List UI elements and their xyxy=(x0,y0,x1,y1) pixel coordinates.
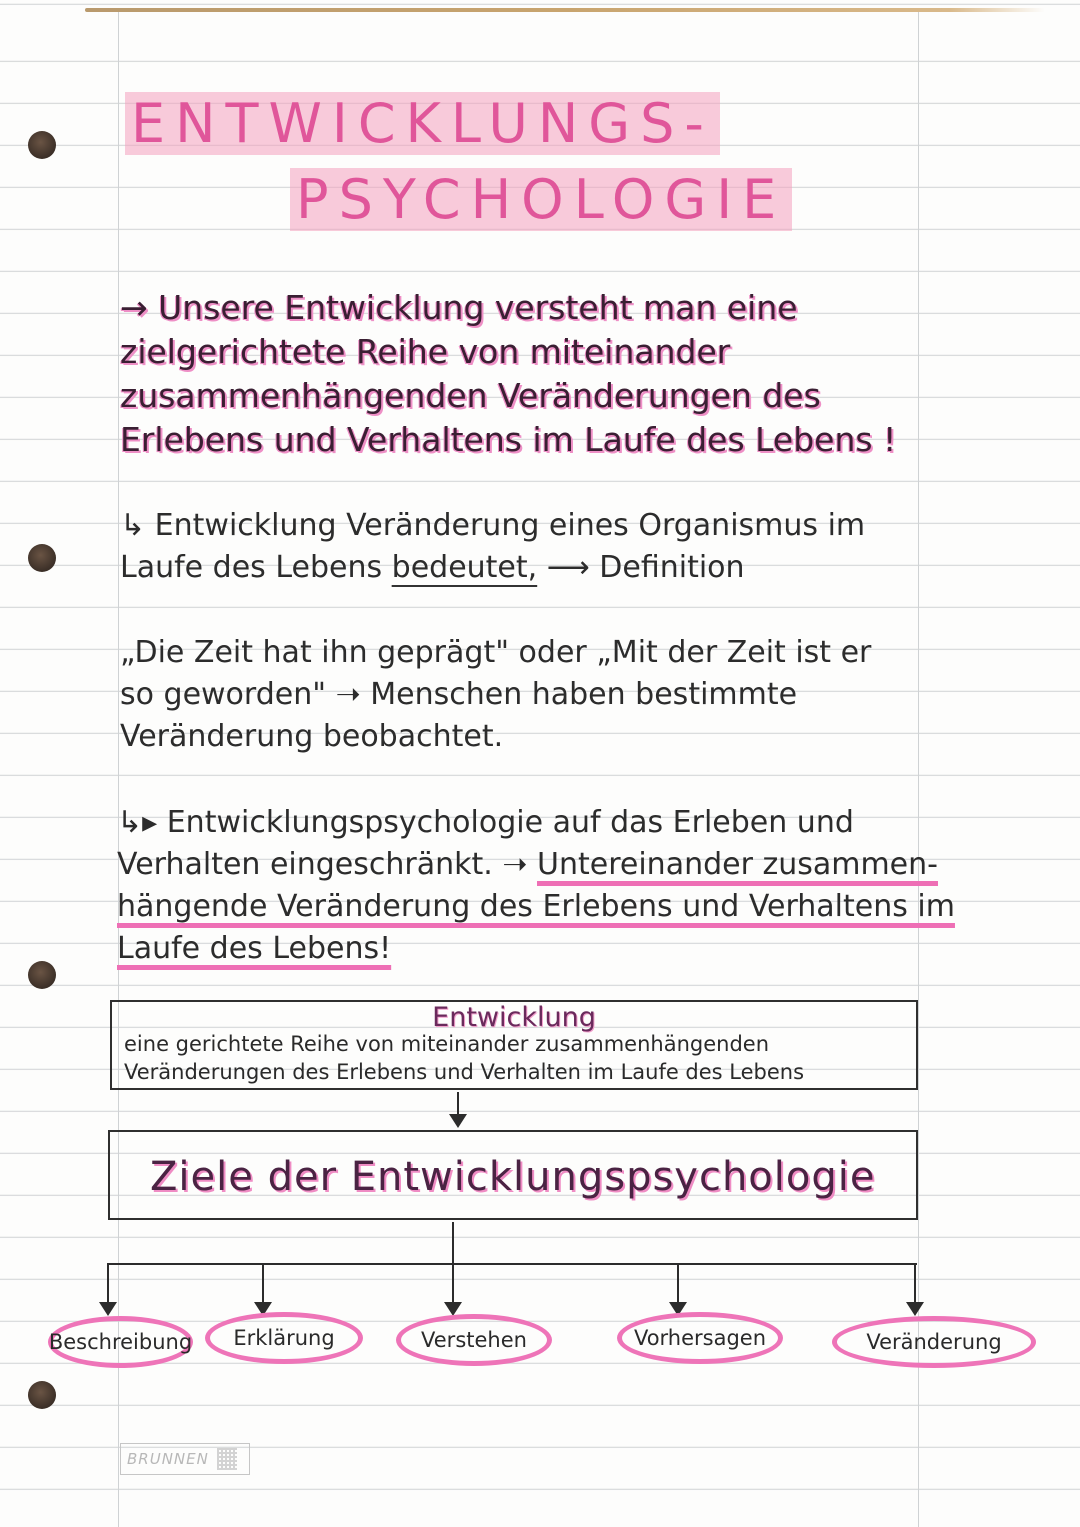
intro-paragraph: → Unsere Entwicklung versteht man eine zielgerichtete Reihe von miteinander zusammenhängenden Veränderungen des Erlebens und Verhaltens im Laufe des Lebens ! xyxy=(120,288,897,459)
goal-verstehen: Verstehen xyxy=(396,1314,552,1366)
quote-note: „Die Zeit hat ihn geprägt" oder „Mit der Zeit ist er so geworden" ➝ Menschen haben bestimmte Veränderung beobachtet. xyxy=(120,635,872,754)
goal-beschreibung: Beschreibung xyxy=(48,1316,193,1368)
punch-hole-icon xyxy=(28,131,56,159)
goal-veraenderung: Veränderung xyxy=(832,1316,1036,1368)
highlighted-definition: Untereinander zusammen-hängende Veränderung des Erlebens und Verhaltens im Laufe des Lebens! xyxy=(117,847,955,966)
arrow-down-icon xyxy=(906,1302,924,1316)
definition-box-title: Entwicklung xyxy=(432,1002,596,1033)
connector-line xyxy=(457,1092,459,1116)
page-title-line-2: PSYCHOLOGIE xyxy=(290,168,792,231)
underlined-word: bedeutet, xyxy=(391,550,538,585)
definition-box-body: eine gerichtete Reihe von miteinander zusammenhängenden Veränderungen des Erlebens und Verhalten im Laufe des Lebens xyxy=(124,1032,805,1084)
page-top-edge xyxy=(85,8,1045,12)
branch-stem xyxy=(914,1264,916,1304)
left-margin-line xyxy=(118,12,119,1527)
arrow-down-icon xyxy=(449,1114,467,1128)
goals-box-title: Ziele der Entwicklungspsychologie xyxy=(150,1154,876,1200)
definition-note: ↳ Entwicklung Veränderung eines Organismus im Laufe des Lebens bedeutet, ⟶ Definition xyxy=(120,508,866,585)
branch-line xyxy=(107,1263,917,1265)
punch-hole-icon xyxy=(28,961,56,989)
definition-box xyxy=(110,1000,918,1090)
page-title-line-1: ENTWICKLUNGS- xyxy=(125,92,720,155)
branch-stem xyxy=(677,1264,679,1304)
restriction-note: ↳▸ Entwicklungspsychologie auf das Erleben und Verhalten eingeschränkt. ➝ Untereinander zusammen-hängende Veränderung des Erlebens und Verhaltens im Laufe des Lebens! xyxy=(117,805,955,966)
brand-stamp: BRUNNEN xyxy=(120,1443,250,1475)
goal-erklaerung: Erklärung xyxy=(205,1312,363,1364)
arrow-down-icon xyxy=(99,1302,117,1316)
qr-code-icon xyxy=(217,1448,237,1470)
goal-vorhersagen: Vorhersagen xyxy=(617,1312,783,1364)
punch-hole-icon xyxy=(28,1381,56,1409)
branch-stem xyxy=(107,1264,109,1304)
right-margin-line xyxy=(918,12,919,1527)
branch-stem xyxy=(452,1264,454,1304)
punch-hole-icon xyxy=(28,544,56,572)
goals-box xyxy=(108,1130,918,1220)
branch-stem xyxy=(262,1264,264,1304)
connector-line xyxy=(452,1222,454,1266)
